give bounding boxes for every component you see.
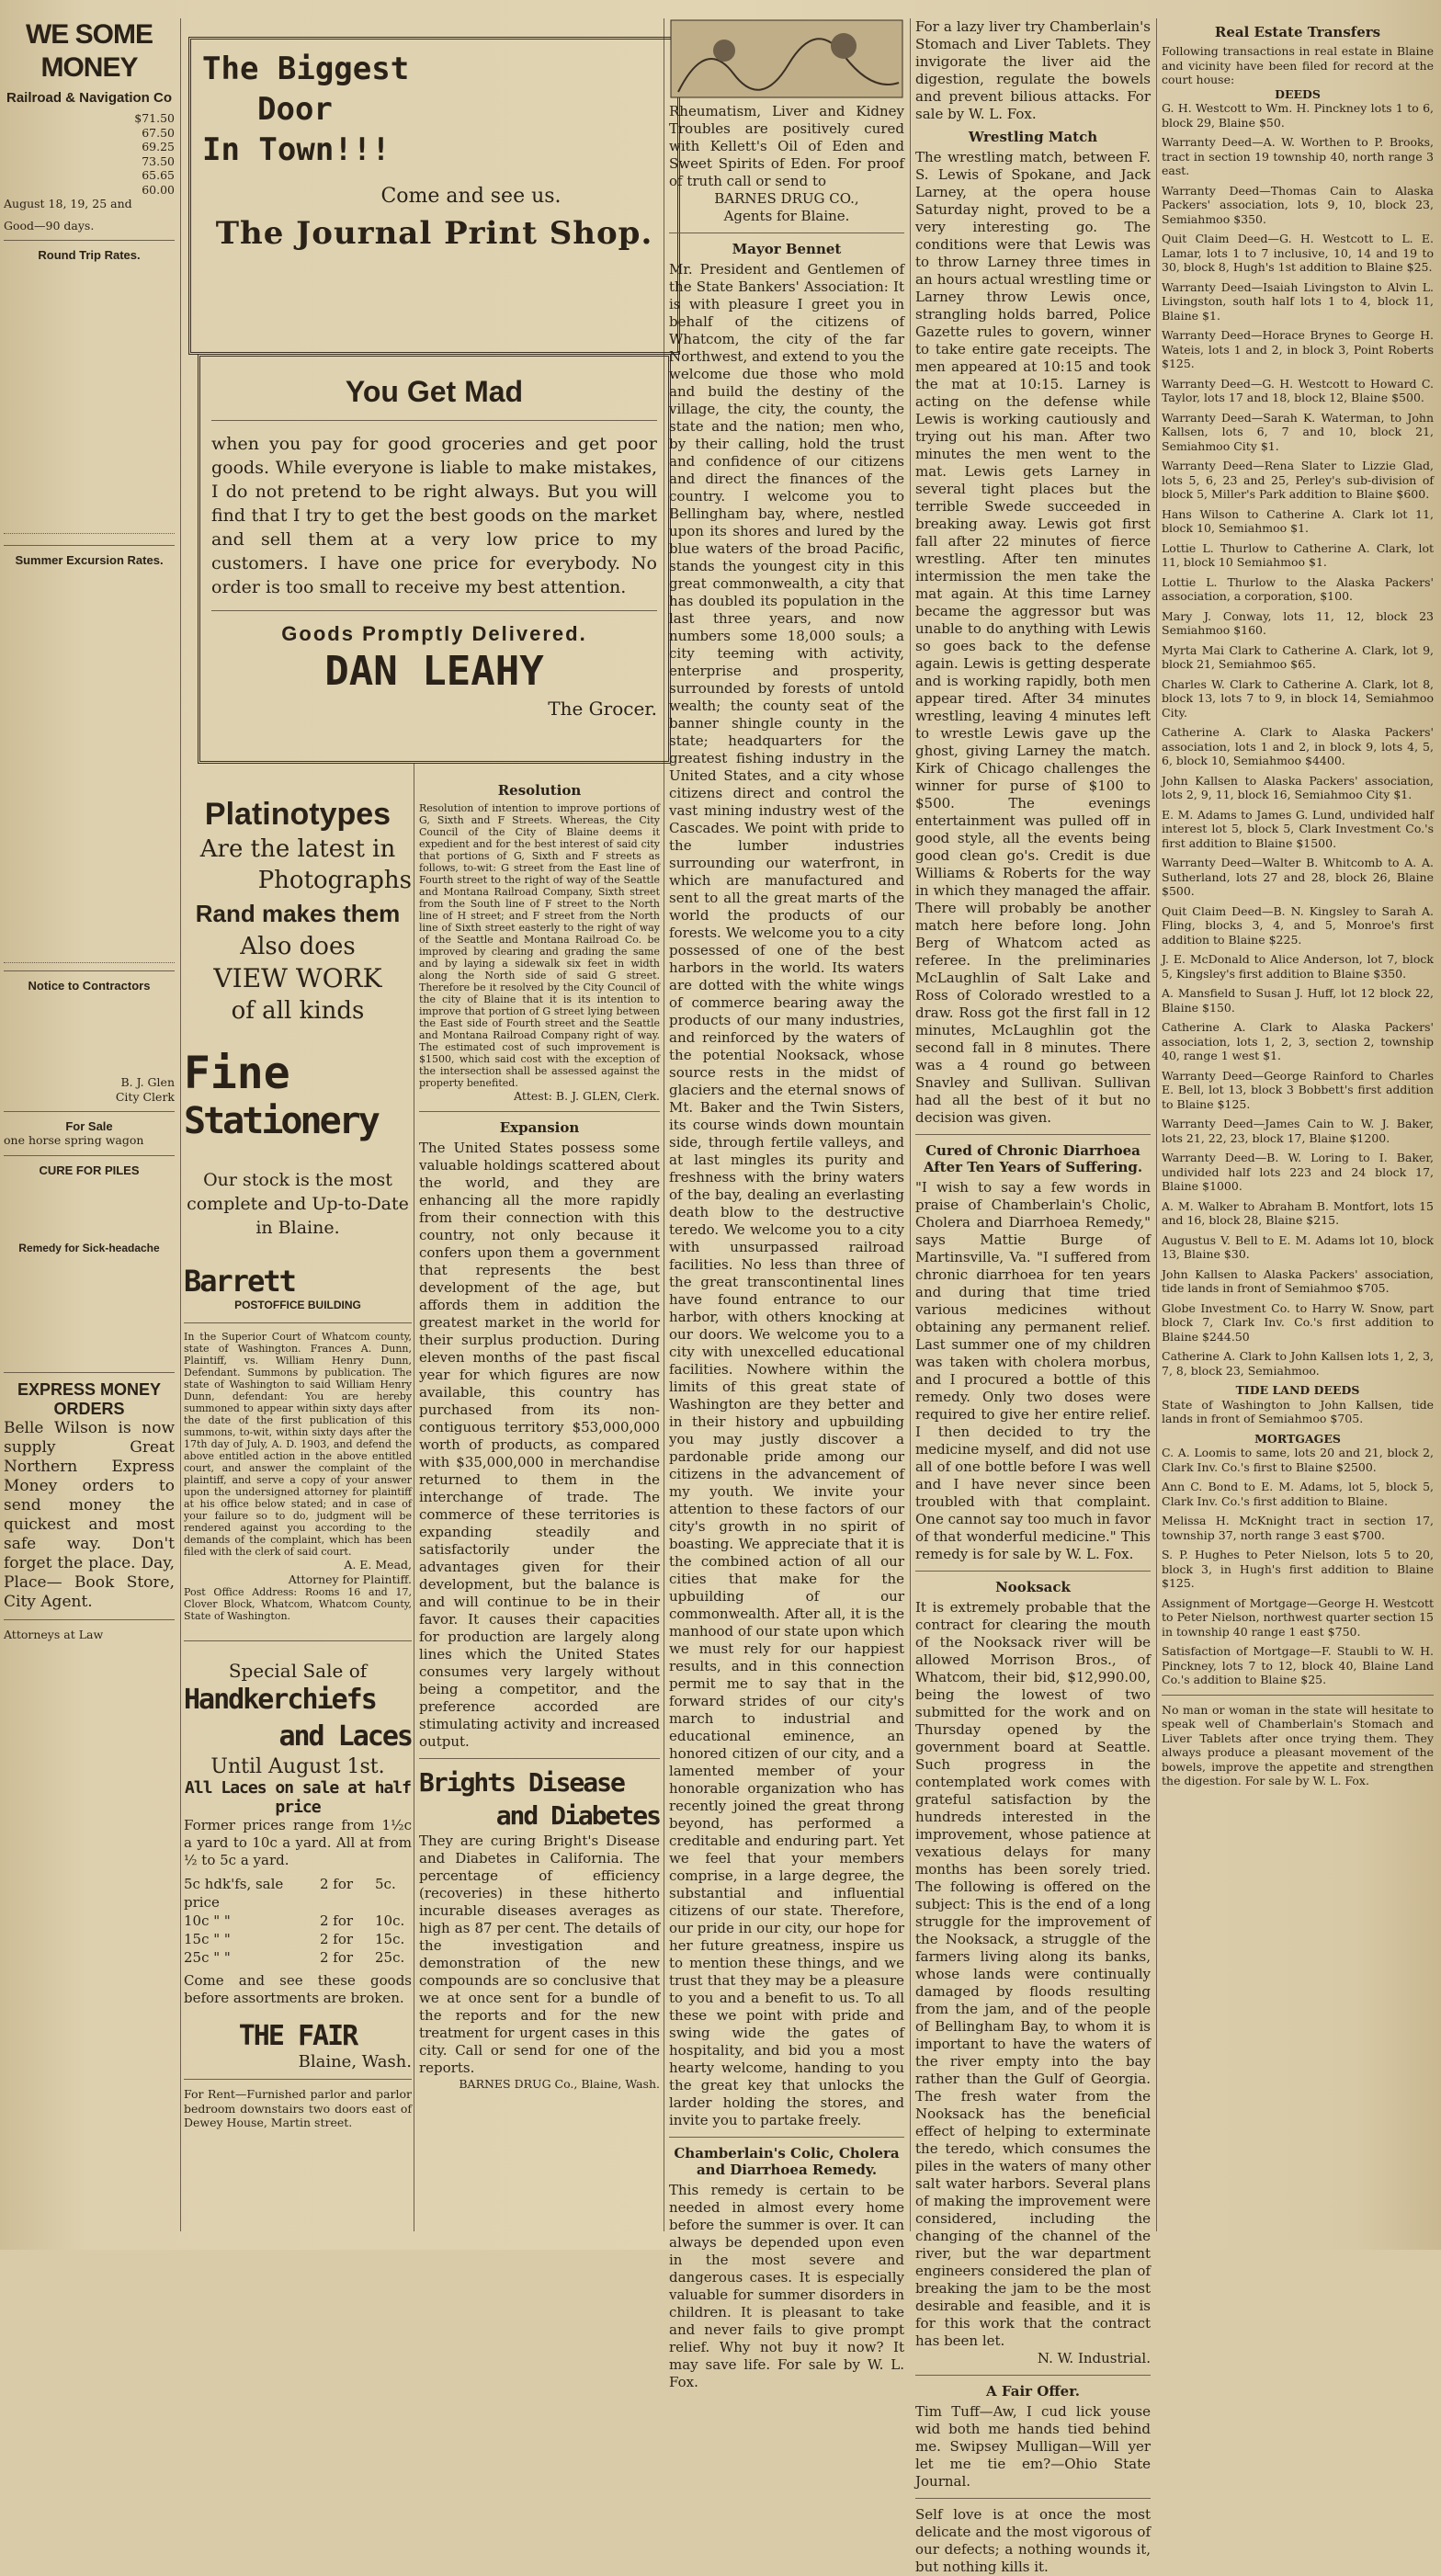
list-item: G. H. Westcott to Wm. H. Pinckney lots 1 to 6, block 29, Blaine $50.: [1162, 101, 1434, 130]
for-sale-heading: For Sale: [65, 1119, 113, 1133]
divider: [4, 240, 175, 241]
good-days: Good—90 days.: [4, 218, 95, 233]
chamberlain-colic-text: This remedy is certain to be needed in almost every home before the summer is over. It can always be depended upon even in the most severe and dangerous cases. It is especially valuable for summer disorders in children. It is pleasant to take and never fails to give prompt relief. Why not buy it now? It may save life. For sale by W. L. Fox.: [669, 2182, 904, 2390]
divider: [4, 545, 175, 546]
barrett-name: Barrett: [184, 1264, 295, 1299]
ad-line-3: In Town!!!: [202, 131, 391, 168]
court-role: Attorney for Plaintiff.: [288, 1572, 412, 1586]
tide-entry: State of Washington to John Kallsen, tide lands in front of Semiahmoo $705.: [1162, 1397, 1434, 1425]
divider: [4, 1155, 175, 1156]
latest-line: Are the latest in: [199, 835, 396, 863]
photographs-line: Photographs: [257, 867, 412, 894]
divider: [184, 1640, 412, 1641]
list-item: A. Mansfield to Susan J. Huff, lot 12 block 22, Blaine $150.: [1162, 986, 1434, 1015]
divider: [4, 1619, 175, 1620]
column-rule: [1156, 18, 1157, 2231]
fare-item: 69.25: [142, 140, 175, 153]
laces-title: and Laces: [278, 1720, 412, 1753]
divider: [211, 610, 657, 611]
diarrhoea-text: "I wish to say a few words in praise of Chamberlain's Cholic, Cholera and Diarrhoea Remedy," says Mattie Burge of Martinsville, Va. "I suffered from chronic diarrhoea for ten years and during that time tried various medicines without obtaining any permanent relief. Last summer one of my children was taken with cholera morbus, and I procured a bottle of this remedy. Only two doses were required to give her entire relief. I then decided to try the medicine myself, and did not use all of one bottle before I was well and I have never since been troubled with that complaint. One cannot say too much in favor of that wonderful medicine." This remedy is for sale by W. L. Fox.: [915, 1179, 1151, 1562]
list-item: Melissa H. McKnight tract in section 17, township 37, north range 3 east $700.: [1162, 1514, 1434, 1542]
divider: [4, 1372, 175, 1373]
sale-dates: August 18, 19, 25 and: [4, 197, 132, 210]
platinotypes-title: Platinotypes: [204, 797, 391, 832]
kellett-drug: BARNES DRUG CO.,: [714, 190, 859, 207]
column-mayor: [669, 18, 904, 2390]
divider: [419, 1111, 660, 1112]
resolution-heading: Resolution: [497, 782, 582, 799]
column-wrestling: [915, 18, 1151, 2575]
price-row: 15c " " 2 for 15c.: [184, 1931, 405, 1947]
also-does-line: Also does: [240, 933, 356, 960]
divider: [211, 420, 657, 421]
list-item: Warranty Deed—Isaiah Livingston to Alvin L. Livingston, south half lots 1 to 4, block 11, Blaine $1.: [1162, 279, 1434, 323]
divider: [669, 2137, 904, 2138]
mortgages-list: [1162, 1446, 1434, 1687]
price-row: 10c " " 2 for 10c.: [184, 1912, 405, 1929]
deeds-heading: DEEDS: [1275, 86, 1321, 101]
column-rule: [910, 18, 911, 2231]
list-item: Warranty Deed—Rena Slater to Lizzie Glad, lots 5, 6, 23 and 25, Perley's sub-division of block 5, Miller's Park addition to Blaine $600.: [1162, 459, 1434, 501]
court-summons: In the Superior Court of Whatcom county, state of Washington. Frances A. Dunn, Plaintiff, vs. William Henry Dunn, Defendant. Summons by publication. The state of Washington to said William Henry Dunn, defendant: You are hereby summoned to appear within sixty days after the date of the first publication of this summons, to-wit, within sixty days after the 17th day of July, A. D. 1903, and defend the above entitled action in the above entitled court, and answer the complaint of the plaintiff, and serve a copy of your answer upon the undersigned attorney for plaintiff at his office below stated; and in case of your failure so to do, judgment will be rendered against you according to the demands of the complaint, which has been filed with the clerk of said court.: [184, 1331, 412, 1558]
fare-item: $71.50: [134, 111, 175, 125]
list-item: Warranty Deed—Sarah K. Waterman, to John Kallsen, lots 6, 7 and 10, block 21, Semiahmoo City $1.: [1162, 410, 1434, 453]
list-item: Lottie L. Thurlow to Catherine A. Clark, lot 11, block 10 Semiahmoo $1.: [1162, 540, 1434, 569]
resolution-attest: Attest: B. J. GLEN, Clerk.: [514, 1089, 660, 1103]
court-signed: A. E. Mead,: [344, 1558, 412, 1572]
list-item: Warranty Deed—George Rainford to Charles E. Bell, lot 13, block 3 Bobbett's first addition to Blaine $125.: [1162, 1068, 1434, 1111]
column-ads: [184, 777, 412, 2231]
divider: [915, 1571, 1151, 1572]
divider: [915, 2375, 1151, 2376]
dan-leahy-ad: [198, 354, 671, 764]
divider: [4, 970, 175, 971]
list-item: Warranty Deed—B. W. Loring to I. Baker, undivided half lots 223 and 24 block 17, Blaine $1000.: [1162, 1151, 1434, 1193]
real-estate-heading: Real Estate Transfers: [1214, 24, 1381, 40]
former-prices: Former prices range from 1½c a yard to 10c a yard. All at from ½ to 5c a yard.: [184, 1817, 412, 1868]
list-item: Hans Wilson to Catherine A. Clark lot 11, block 10, Semiahmoo $1.: [1162, 506, 1434, 535]
mayor-text: Mr. President and Gentlemen of the State Bankers' Association: It is with pleasure I greet you in behalf of the citizens of Whatcom, the city of the far Northwest, and extend to you the welcome due those who mold and build the destiny of the village, the city, the county, the state and the nation; men who, by their calling, hold the trust and confidence of our citizens and direct the finances of the country. I welcome you to Bellingham bay, where, nestled upon its shores and lured by the blue waters of the broad Pacific, stands the youngest city in this great commonwealth, a city that has doubled its population in the last three years, and now numbers some 18,000 souls; a city teeming with activity, enterprise and prosperity, surrounded by forests of untold wealth; the county seat of the banner shingle county in the state; headquarters for the greatest fishing industry in the United States, and a city whose citizens direct and control the vast mining industry west of the Cascades. We point with pride to the lumber industries surrounding our waterfront, in which are manufactured and sent to all the great marts of the world the products of our forests. We welcome you to a city possessed of one of the best harbors in the world. Its waters are dotted with the white wings of commerce bearing away the products of our many industries, and reinforced by the waters of the potential Nooksack, whose source rests in the midst of glaciers and the eternal snows of Mt. Baker and the Twin Sisters, its course winds down mountain side, through fertile valleys, and at last mingles its purity and freshness with the briny waters of the bay, dealing an everlasting death blow to the destructive teredo. We welcome you to a city with unsurpassed railroad facilities. No less than three of the great transcontinental lines have found entrance to our harbor, with others knocking at our doors. We welcome you to a city with unexcelled educational facilities. Nowhere within the limits of this great state of Washington are they better and in their history and upbuilding you may justly discover a pardonable pride among our citizens in the advancement of my youth. We invite your attention to these factors of our city's growth in no spirit of boasting. We appreciate that it is the combined action of all our cities that make for the upbuilding of our commonwealth. After all, it is the manhood of our state upon which we must rely for our happiest results, and in this connection permit me to say that in the forward strides of our city's march to industrial and educational eminence, an honored citizen of our city, and a lamented member of your honorable organization who has recently joined the great throng beyond, has performed a creditable and enduring part. Yet we feel that your members comprise, in a large degree, the substantial and influential citizens of our state. Therefore, our pride in our city, our hope for her future greatness, inspire us to mention these things, and we trust that they may be a pleasure to you and a benefit to us. To all these we point with pride and swing wide the gates of hospitality, and bid you a most hearty welcome, handing to you the great key that unlocks the larder holding the stores, and invite you to partake freely.: [669, 261, 904, 2128]
fare-item: 60.00: [142, 182, 175, 197]
list-item: A. M. Walker to Abraham B. Montfort, lots 15 and 16, block 28, Blaine $215.: [1162, 1198, 1434, 1227]
list-item: Satisfaction of Mortgage—F. Staubli to W. H. Pinckney, lots 7 to 12, block 40, Blaine Land Co.'s addition to Blaine $25.: [1162, 1644, 1434, 1686]
dan-leahy-name: DAN LEAHY: [324, 648, 544, 695]
list-item: Warranty Deed—James Cain to W. J. Baker, lots 21, 22, 23, block 17, Blaine $1200.: [1162, 1117, 1434, 1145]
delivered-line: Goods Promptly Delivered.: [281, 622, 587, 645]
stationery-title: Stationery: [184, 1100, 378, 1142]
column-real-estate: [1162, 18, 1434, 2231]
list-item: John Kallsen to Alaska Packers' association, tide lands in front of Semiahmoo $705.: [1162, 1266, 1434, 1295]
for-sale-text: one horse spring wagon: [4, 1133, 144, 1147]
resolution-text: Resolution of intention to improve portions of G, Sixth and F Streets. Whereas, the City Council of the City of Blaine deems it expedient and for the best interest of said city that portions of G, Sixth and F streets as follows, to-wit: G street from the East line of Fourth street to the right of way of the Seattle and Montana Railroad Company, Sixth street from the South line of F street to the North line of H street; and F street from the North line of Sixth street easterly to the right of way of the Seattle and Montana Railroad Co. be improved by clearing and grading the same and by laying a sidewalk six feet in width along the North side of said G street. Therefore be it resolved by the City Council of the city of Blaine that it is its intention to improve that portion of G street lying between the East side of Fourth street and the Seattle and Montana Railroad Company right of way. The estimated cost of such improvement is $1500, which said cost with the exception of the intersection shall be assessed against the property benefited.: [419, 802, 660, 1089]
piles-text: [4, 1177, 175, 1242]
list-item: Catherine A. Clark to Alaska Packers' association, lots 1 and 2, in block 9, lots 4, 5, 6, block 10, Semiahmoo $4400.: [1162, 725, 1434, 767]
list-item: Catherine A. Clark to John Kallsen lots 1, 2, 3, 7, 8, block 23, Semiahmoo.: [1162, 1349, 1434, 1378]
brights-sig: BARNES DRUG Co., Blaine, Wash.: [459, 2076, 660, 2091]
biggest-door-ad: [188, 37, 680, 355]
brights-title-2: and Diabetes: [495, 1799, 660, 1831]
chamberlain-colic-heading: Chamberlain's Colic, Cholera and Diarrhoea Remedy.: [674, 2145, 900, 2178]
postoffice-building: POSTOFFICE BUILDING: [234, 1299, 361, 1311]
mayor-heading: Mayor Bennet: [732, 241, 842, 257]
for-rent-notice: For Rent—Furnished parlor and parlor bedroom downstairs two doors east of Dewey House, Martin street.: [184, 2087, 412, 2129]
list-item: Globe Investment Co. to Harry W. Snow, part block 7, Clark Inv. Co.'s first addition to Blaine $244.50: [1162, 1300, 1434, 1344]
list-item: Ann C. Bond to E. M. Adams, lot 5, block 5, Clark Inv. Co.'s first addition to Blaine.: [1162, 1480, 1434, 1508]
sick-headache-heading: Remedy for Sick-headache: [18, 1241, 160, 1254]
you-get-mad-title: You Get Mad: [345, 375, 524, 408]
divider: [915, 2498, 1151, 2499]
kellett-text: Rheumatism, Liver and Kidney Troubles are positively cured with Kellett's Oil of Eden and Sweet Spirits of Eden. For proof of truth call or send to: [669, 103, 904, 189]
price-table: [184, 1875, 412, 1967]
kellett-ad-illustration: [669, 18, 904, 99]
divider: [4, 1111, 175, 1112]
expansion-text: The United States possess some valuable holdings scattered about the world, and they are enhancing all the more rapidly from their connection with this country, not only because it confers upon them a government that represents the best development of the age, but affords them in addition the greatest market in the world for their surplus production. During eleven months of the past fiscal year for which figures are now available, this country has purchased from its non-contiguous territory $53,000,000 worth of products, as compared with $35,000,000 in merchandise returned to them in the interchange of trade. The commerce of these territories is expanding steadily and satisfactorily under the advantages given for their development, but the balance is and will continue to be in their favor. It causes their capacities for production are largely along lines which the United States consumes very largely without being a competitor, and the preference accorded are stimulating activity and increased output.: [419, 1139, 660, 1750]
contractors-text: [4, 993, 175, 1075]
brights-text: They are curing Bright's Disease and Diabetes in California. The percentage of efficiency (recoveries) in these hitherto incurable diseases averages as high as 87 per cent. The details of the investigation and demonstration of the new compounds are so conclusive that we at once sent for a bundle of the reports and for the new treatment for urgent cases in this city. Call or send for one of the reports.: [419, 1832, 660, 2076]
self-love-text: Self love is at once the most delicate and the most vigorous of our defects; a nothing wounds it, but nothing kills it.: [915, 2506, 1151, 2575]
list-item: Warranty Deed—A. W. Worthen to P. Brooks, tract in section 19 township 40, north range 3 east.: [1162, 135, 1434, 177]
wrestling-text: The wrestling match, between F. S. Lewis of Spokane, and Jack Larney, at the opera house Saturday night, proved to be a very interesting go. The conditions were that Lewis was to throw Larney three times in an hours actual wrestling time or Larney throw Lewis once, strangling holds barred, Police Gazette rules to govern, winner to take entire gate receipts. The men appeared at 10:15 and took the mat at 10:15. Larney is acting on the defense while Lewis is working cautiously and trying out his man. After two minutes the men went to the mat. Lewis gets Larney in several tight places but the terrible Swede succeeded in breaking away. Lewis got first fall after 22 minutes of fierce wrestling. After ten minutes intermission the men take the mat again. At this time Larney became the aggressor but was unable to do anything with Lewis so goes back to the defense again. Lewis is getting desperate and is working rapidly, both men appear tired. After 34 minutes wrestling, leaving 4 minutes left to wrestle Lewis gave up the ghost, giving Larney the match. Kirk of Chicago challenges the winner for purse of $100 to $500. The evenings entertainment was pulled off in good style, all the events being good clean go's. Credit is due Williams & Roberts for the way in which they managed the affair. There will probably be another match here before long. John Berg of Whatcom acted as referee. In the preliminaries McLaughlin of Salt Lake and Ross of Colorado wrestled to a draw. Ross got the first fall in 12 minutes, McLaughlin got the second fall in 8 minutes. There was a 4 round go between Snavley and Sullivan. Sullivan had all the best of it but no decision was given.: [915, 149, 1151, 1126]
contractors-heading: Notice to Contractors: [28, 979, 151, 993]
ad-line-2: Door: [257, 91, 333, 128]
banner-headline: WE SOME MONEY: [25, 19, 153, 83]
list-item: Warranty Deed—Thomas Cain to Alaska Packers' association, lots 9, 10, block 23, Semiahmoo $350.: [1162, 183, 1434, 226]
divider: [184, 2079, 412, 2080]
until-line: Until August 1st.: [210, 1755, 385, 1778]
nooksack-text: It is extremely probable that the contract for clearing the mouth of the Nooksack river will be allowed Morrison Bros., of Whatcom, their bid, $12,990.00, being the lowest of two submitted for the work and on Thursday opened by the government board at Seattle. Such progress in the contemplated work comes with grateful satisfaction by the hundreds interested in the improvement, whose patience at vexatious delays for many months has been sorely tried. The following is offered on the subject: This is the end of a long struggle for the improvement of the Nooksack, a struggle of the farmers living along its banks, whose lands were continually damaged by floods resulting from the jam, and of the people of Bellingham Bay, to whom it is important to have the waters of the river empty into the bay rather than the Gulf of Georgia. The fresh water from the Nooksack has the beneficial effect of helping to exterminate the teredo, which consumes the piles in the waters of many other salt water harbors. Several plans of making the improvement were considered, including the changing of the channel of the river, but the war department engineers considered the plan of breaking the jam to be the most desirable and feasible, and it is for this work that the contract has been let.: [915, 1599, 1151, 2349]
column-rule: [180, 18, 181, 2231]
nooksack-source: N. W. Industrial.: [1037, 2350, 1151, 2366]
price-row: 25c " " 2 for 25c.: [184, 1949, 405, 1966]
list-item: John Kallsen to Alaska Packers' association, lots 2, 9, 11, block 16, Semiahmoo City $1.: [1162, 773, 1434, 801]
view-work-line: VIEW WORK: [213, 963, 382, 993]
divider: [419, 1758, 660, 1759]
grocer-line: The Grocer.: [548, 698, 657, 720]
list-item: Lottie L. Thurlow to the Alaska Packers' association, a corporation, $100.: [1162, 574, 1434, 603]
list-item: Myrta Mai Clark to Catherine A. Clark, lot 9, block 21, Semiahmoo $65.: [1162, 642, 1434, 671]
fare-list: [4, 111, 175, 197]
fine-title: Fine: [184, 1048, 290, 1099]
the-fair-name: THE FAIR: [238, 2020, 357, 2052]
piles-heading: CURE FOR PILES: [39, 1163, 140, 1177]
you-get-mad-body: when you pay for good groceries and get poor goods. While everyone is liable to make mistakes, I do not pretend to be right always. But you will find that I try to get the best goods on the market and sell them at a very low price to my customers. I have one price for everybody. No order is too small to receive my best attention.: [211, 434, 657, 597]
price-row: 5c hdk'fs, sale price 2 for 5c.: [184, 1876, 396, 1911]
list-item: C. A. Loomis to same, lots 20 and 21, block 2, Clark Inv. Co.'s first to Blaine $2500.: [1162, 1446, 1434, 1474]
all-kinds-line: of all kinds: [231, 997, 365, 1025]
express-text: Belle Wilson is now supply Great Northern Express Money orders to send money the quickest and most safe way. Don't forget the place. Day, Place— Book Store, City Agent.: [4, 1418, 175, 1611]
closing-text: No man or woman in the state will hesitate to speak well of Chamberlain's Stomach and Liver Tablets after once trying them. They always produce a pleasant movement of the bowels, improve the appetite and strengthen the digestion. For sale by W. L. Fox.: [1162, 1702, 1434, 1787]
clerk-name: B. J. Glen: [120, 1075, 175, 1089]
list-item: Warranty Deed—G. H. Westcott to Howard C. Taylor, lots 17 and 18, block 12, Blaine $500.: [1162, 376, 1434, 404]
expansion-heading: Expansion: [499, 1118, 580, 1136]
come-see-text: Come and see us.: [380, 185, 562, 208]
all-laces-line: All Laces on sale at half price: [185, 1778, 411, 1817]
fare-item: 65.65: [142, 168, 175, 182]
fare-item: 67.50: [142, 125, 175, 140]
court-office: Post Office Address: Rooms 16 and 17, Clover Block, Whatcom, Whatcom County, State of Washington.: [184, 1586, 412, 1622]
list-item: Quit Claim Deed—B. N. Kingsley to Sarah A. Fling, blocks 3, 4, and 5, Monroe's first addition to Blaine $225.: [1162, 903, 1434, 947]
sick-headache-text: [4, 1254, 175, 1365]
express-heading: EXPRESS MONEY ORDERS: [17, 1379, 162, 1418]
list-item: S. P. Hughes to Peter Nielson, lots 5 to 20, block 3, in Hugh's first addition to Blaine $125.: [1162, 1548, 1434, 1590]
divider: [184, 1322, 412, 1323]
list-item: Quit Claim Deed—G. H. Westcott to L. E. Lamar, lots 1 to 7 inclusive, 10, 14 and 19 to 30, block 8, Hugh's 1st addition to Blaine $25.: [1162, 232, 1434, 274]
journal-print-shop: The Journal Print Shop.: [215, 215, 653, 252]
list-item: J. E. McDonald to Alice Anderson, lot 7, block 5, Kingsley's first addition to Blaine $350.: [1162, 952, 1434, 981]
railroad-heading: Railroad & Navigation Co: [6, 90, 173, 106]
column-resolution: [419, 777, 660, 2231]
round-trip-heading: Round Trip Rates.: [38, 248, 141, 262]
wrestling-heading: Wrestling Match: [968, 129, 1098, 145]
deeds-list: [1162, 101, 1434, 1378]
summer-excursion-heading: Summer Excursion Rates.: [15, 553, 164, 567]
list-item: Catherine A. Clark to Alaska Packers' association, lots 1, 2, 3, section 2, township 40, range 1 west $1.: [1162, 1020, 1434, 1062]
fair-offer-heading: A Fair Offer.: [986, 2383, 1080, 2400]
fare-item: 73.50: [142, 153, 175, 168]
divider: [1162, 1695, 1434, 1696]
column-left: [4, 18, 175, 2231]
list-item: Mary J. Conway, lots 11, 12, block 23 Semiahmoo $160.: [1162, 608, 1434, 637]
summer-excursion-text: [4, 567, 175, 963]
nooksack-heading: Nooksack: [995, 1579, 1071, 1595]
fair-place: Blaine, Wash.: [298, 2052, 412, 2071]
list-item: Assignment of Mortgage—George H. Westcott to Peter Nielson, northwest quarter section 15 in township 40 range 1 east $750.: [1162, 1595, 1434, 1639]
attorneys-text: Attorneys at Law: [4, 1627, 104, 1641]
liver-text: For a lazy liver try Chamberlain's Stomach and Liver Tablets. They invigorate the liver aid the digestion, regulate the bowels and prevent bilious attacks. For sale by W. L. Fox.: [915, 18, 1151, 122]
handkerchiefs-title: Handkerchiefs: [184, 1684, 376, 1716]
stock-text: Our stock is the most complete and Up-to-Date in Blaine.: [187, 1170, 409, 1238]
diarrhoea-heading: Cured of Chronic Diarrhoea After Ten Years of Suffering.: [923, 1142, 1143, 1175]
rand-makes-line: Rand makes them: [195, 900, 401, 927]
list-item: Charles W. Clark to Catherine A. Clark, lot 8, block 13, lots 7 to 9, in block 14, Semiahmoo City.: [1162, 676, 1434, 720]
list-item: E. M. Adams to James G. Lund, undivided half interest lot 5, block 5, Clark Investment Co.'s first addition to Blaine $1500.: [1162, 807, 1434, 850]
kellett-agents: Agents for Blaine.: [723, 208, 850, 224]
fair-offer-text: Tim Tuff—Aw, I cud lick youse wid both me hands tied behind me. Swipsey Mulligan—Will yer let me tie em?—Ohio State Journal.: [915, 2403, 1151, 2490]
tide-heading: TIDE LAND DEEDS: [1235, 1383, 1360, 1397]
clerk-title: City Clerk: [115, 1089, 175, 1104]
list-item: Warranty Deed—Walter B. Whitcomb to A. A. Sutherland, lots 27 and 28, block 26, Blaine $500.: [1162, 856, 1434, 898]
special-sale: Special Sale of: [228, 1660, 368, 1682]
list-item: Augustus V. Bell to E. M. Adams lot 10, block 13, Blaine $30.: [1162, 1232, 1434, 1261]
ad-line-1: The Biggest: [202, 51, 410, 87]
come-see-goods: Come and see these goods before assortments are broken.: [184, 1972, 412, 2006]
mortgages-heading: MORTGAGES: [1254, 1431, 1341, 1446]
real-estate-intro: Following transactions in real estate in Blaine and vicinity have been filed for record at the court house:: [1162, 44, 1434, 86]
divider: [915, 1134, 1151, 1135]
round-trip-text: [4, 262, 175, 538]
brights-title-1: Brights Disease: [419, 1766, 624, 1798]
list-item: Warranty Deed—Horace Brynes to George H. Wateis, lots 1 and 2, in block 3, Point Roberts $125.: [1162, 328, 1434, 370]
